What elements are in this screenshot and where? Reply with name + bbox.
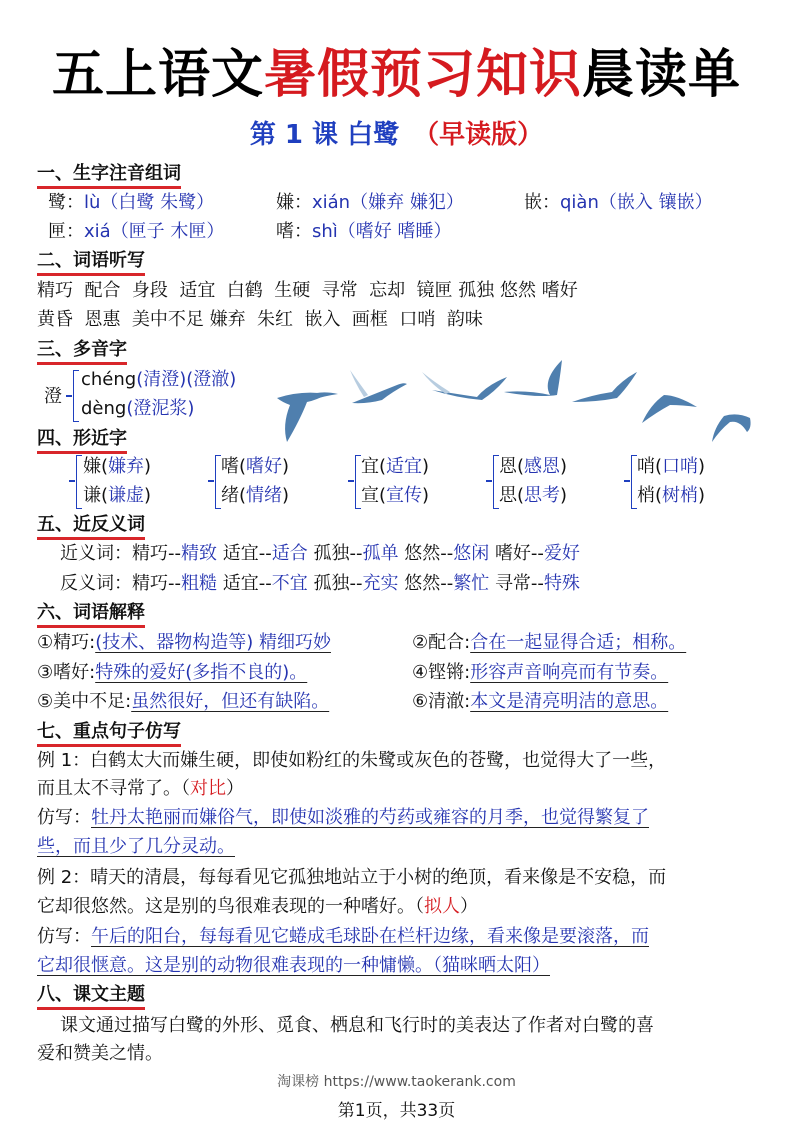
definition-text: (技术、器物构造等) 精细巧妙: [95, 632, 331, 653]
egret-icon: [422, 372, 507, 400]
section-heading-3: 三、多音字: [37, 338, 127, 365]
imitation-2-line-2: [37, 953, 550, 979]
similar-char-group: 哨(口哨) 梢(树梢): [637, 456, 706, 506]
example-1-line-2: [37, 776, 244, 802]
synonyms-label: 近义词：: [60, 543, 132, 564]
reading-words: (澄泥浆): [126, 398, 195, 419]
similar-word: 适宜: [386, 456, 423, 477]
imitation-text: 午后的阳台，每每看见它蜷成毛球卧在栏杆边缘，看来像是要滚落，而: [91, 926, 649, 947]
definition-term: ③嗜好:: [37, 662, 96, 683]
title-part-suffix: 晨读单: [582, 45, 742, 105]
antonyms-label: 反义词：: [60, 573, 132, 594]
flying-egrets-illustration: [272, 350, 772, 445]
egret-icon: [572, 372, 637, 402]
title-part-highlight: 暑假预习知识: [263, 45, 582, 105]
vocab-pinyin: shì: [312, 221, 338, 242]
similar-char: 绪: [221, 485, 239, 506]
example-2-line-2: [37, 894, 478, 920]
section-heading-6: 六、词语解释: [37, 601, 145, 628]
similar-word: 嫌弃: [108, 456, 145, 477]
definition-item: [37, 660, 307, 686]
similar-char: 梢: [637, 485, 655, 506]
definition-term: ⑤美中不足:: [37, 691, 132, 712]
definition-item: [412, 689, 668, 715]
similar-char: 嫌: [83, 456, 101, 477]
example-1-line-1: 例 1：白鹤太大而嫌生硬，即使如粉红的朱鹭或灰色的苍鹭，也觉得大了一些，: [37, 750, 667, 771]
example-text: 它却很悠然。这是别的鸟很难表现的一种嗜好。（: [37, 896, 424, 917]
section-heading-7: 七、重点句子仿写: [37, 720, 181, 747]
brace-tick-icon: [486, 480, 492, 482]
section-heading-5: 五、近反义词: [37, 513, 145, 540]
definition-term: ②配合:: [412, 632, 471, 653]
vocab-item: [48, 190, 214, 216]
word-a: 孤独--: [313, 573, 363, 594]
egret-icon: [642, 395, 697, 423]
theme-line-2: 爱和赞美之情。: [37, 1043, 163, 1064]
vocab-pinyin: lù: [84, 192, 101, 213]
word-a: 适宜--: [222, 573, 272, 594]
vocab-words: （白鹭 朱鹭）: [100, 192, 215, 213]
section-heading-1: 一、生字注音组词: [37, 162, 181, 189]
word-b: 爱好: [543, 543, 580, 564]
word-a: 悠然--: [404, 543, 454, 564]
similar-word: 口哨: [662, 456, 699, 477]
word-b: 孤单: [362, 543, 399, 564]
vocab-words: （嫌弃 嫌犯）: [350, 192, 464, 213]
synonyms-row: [60, 541, 580, 567]
similar-word: 树梢: [662, 485, 699, 506]
vocab-item: [524, 190, 713, 216]
vocab-words: （嗜好 嗜睡）: [337, 221, 452, 242]
similar-word: 情绪: [246, 485, 283, 506]
section-heading-8: 八、课文主题: [37, 983, 145, 1010]
vocab-item: [276, 219, 452, 245]
lesson-name: 第 1 课 白鹭: [249, 120, 400, 150]
definition-term: ④铿锵:: [412, 662, 471, 683]
similar-word: 思考: [524, 485, 561, 506]
reading-words: (清澄)(澄澈): [136, 369, 237, 390]
similar-char: 宣: [361, 485, 379, 506]
word-b: 充实: [362, 573, 399, 594]
egret-icon: [350, 370, 407, 403]
imitation-1-line-2: [37, 834, 235, 860]
similar-word: 谦虚: [108, 485, 145, 506]
egret-icon: [712, 414, 751, 442]
vocab-pinyin: qiàn: [560, 192, 599, 213]
vocab-char: 嫌：: [276, 192, 312, 213]
vocab-char: 鹭：: [48, 192, 84, 213]
word-a: 嗜好--: [494, 543, 544, 564]
section-heading-2: 二、词语听写: [37, 249, 145, 276]
definition-text: 本文是清亮明洁的意思。: [470, 691, 669, 712]
similar-char-group: 恩(感恩) 思(思考): [499, 456, 568, 506]
imitation-label: 仿写：: [37, 926, 91, 947]
rhetoric-tag: 对比: [190, 778, 226, 799]
word-a: 寻常--: [494, 573, 544, 594]
brace-tick-icon: [66, 395, 72, 397]
word-b: 特殊: [543, 573, 580, 594]
reading-pinyin: chéng: [81, 369, 137, 390]
definition-item: [37, 689, 329, 715]
antonyms-row: [60, 571, 580, 597]
imitation-2-line-1: [37, 924, 649, 950]
imitation-text: 些，而且少了几分灵动。: [37, 836, 235, 857]
similar-word: 嗜好: [246, 456, 283, 477]
similar-char: 嗜: [221, 456, 239, 477]
similar-char-group: 宜(适宜) 宣(宣传): [361, 456, 430, 506]
definition-item: [412, 630, 686, 656]
vocab-char: 嗜：: [276, 221, 312, 242]
similar-char-group: 嗜(嗜好) 绪(情绪): [221, 456, 290, 506]
theme-line-1: 课文通过描写白鹭的外形、觅食、栖息和飞行时的美表达了作者对白鹭的喜: [60, 1015, 654, 1036]
similar-char: 宜: [361, 456, 379, 477]
word-a: 孤独--: [313, 543, 363, 564]
word-b: 繁忙: [453, 573, 490, 594]
reading-pinyin: dèng: [81, 398, 127, 419]
brace-tick-icon: [69, 480, 75, 482]
vocab-words: （嵌入 镶嵌）: [598, 192, 713, 213]
vocab-words: （匣子 木匣）: [110, 221, 225, 242]
footer-source: 淘课榜 https://www.taokerank.com: [277, 1074, 516, 1090]
similar-char: 哨: [637, 456, 655, 477]
similar-char: 思: [499, 485, 517, 506]
similar-char: 谦: [83, 485, 101, 506]
definition-item: [412, 660, 668, 686]
dictation-row-1: 精巧 配合 身段 适宜 白鹤 生硬 寻常 忘却 镜匣 孤独 悠然 嗜好: [37, 280, 578, 301]
vocab-pinyin: xiá: [84, 221, 111, 242]
section-heading-4: 四、形近字: [37, 427, 127, 454]
word-b: 精致: [181, 543, 217, 564]
vocab-char: 嵌：: [524, 192, 560, 213]
polyphone-reading: [81, 367, 236, 393]
similar-word: 感恩: [524, 456, 561, 477]
brace-tick-icon: [624, 480, 630, 482]
example-2-line-1: 例 2：晴天的清晨，每每看见它孤独地站立于小树的绝顶，看来像是不安稳，而: [37, 867, 667, 888]
word-b: 不宜: [271, 573, 308, 594]
similar-char-group: 嫌(嫌弃) 谦(谦虚): [83, 456, 152, 506]
imitation-text: 牡丹太艳丽而嫌俗气，即使如淡雅的芍药或雍容的月季，也觉得繁复了: [91, 807, 649, 828]
word-b: 粗糙: [181, 573, 217, 594]
polyphone-char: 澄: [44, 386, 62, 407]
imitation-label: 仿写：: [37, 807, 91, 828]
vocab-pinyin: xián: [312, 192, 351, 213]
page-number: 第1页，共33页: [337, 1101, 456, 1121]
word-a: 精巧--: [132, 573, 181, 594]
similar-char: 恩: [499, 456, 517, 477]
polyphone-reading: [81, 396, 194, 422]
brace-tick-icon: [208, 480, 214, 482]
page-title: [0, 42, 793, 108]
definition-text: 合在一起显得合适；相称。: [470, 632, 687, 653]
imitation-1-line-1: [37, 805, 649, 831]
imitation-text: 它却很惬意。这是别的动物很难表现的一种慵懒。（猫咪晒太阳）: [37, 955, 550, 976]
word-b: 悠闲: [453, 543, 490, 564]
paren-close: ）: [460, 896, 478, 917]
vocab-item: [276, 190, 464, 216]
dictation-row-2: 黄昏 恩惠 美中不足 嫌弃 朱红 嵌入 画框 口哨 韵味: [37, 309, 483, 330]
lesson-subtitle: [0, 116, 793, 154]
egret-icon: [277, 392, 338, 442]
word-a: 适宜--: [222, 543, 272, 564]
example-text: 而且太不寻常了。（: [37, 778, 190, 799]
definition-text: 虽然很好，但还有缺陷。: [131, 691, 330, 712]
word-b: 适合: [271, 543, 308, 564]
definition-item: [37, 630, 331, 656]
brace-icon: [73, 370, 79, 422]
definition-text: 特殊的爱好(多指不良的)。: [95, 662, 308, 683]
similar-word: 宣传: [386, 485, 423, 506]
word-a: 悠然--: [404, 573, 454, 594]
egret-icon: [504, 360, 562, 396]
brace-icon: [76, 455, 82, 509]
title-part-grade: 五上语文: [51, 45, 264, 105]
word-a: 精巧--: [132, 543, 181, 564]
paren-close: ）: [226, 778, 244, 799]
edition-tag: （早读版）: [413, 120, 544, 150]
brace-tick-icon: [348, 480, 354, 482]
definition-term: ①精巧:: [37, 632, 96, 653]
vocab-char: 匣：: [48, 221, 84, 242]
definition-text: 形容声音响亮而有节奏。: [470, 662, 669, 683]
definition-term: ⑥清澈:: [412, 691, 471, 712]
rhetoric-tag: 拟人: [424, 896, 460, 917]
vocab-item: [48, 219, 224, 245]
